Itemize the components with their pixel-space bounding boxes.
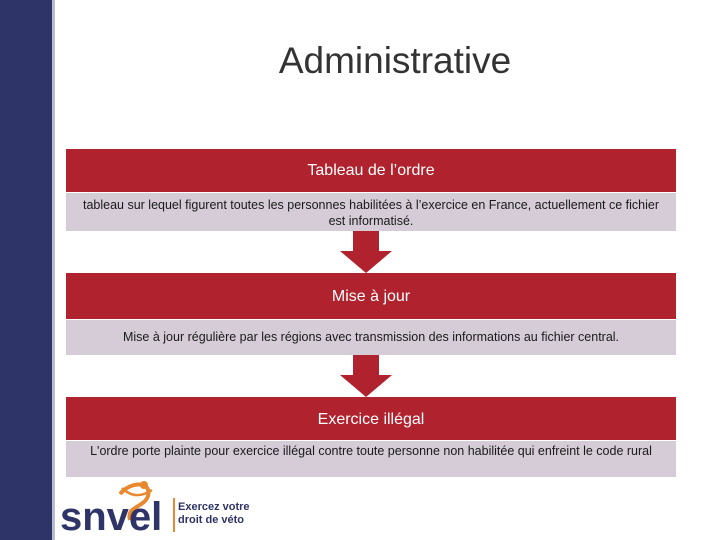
down-arrow-icon <box>340 355 392 397</box>
snvel-logo <box>60 476 260 538</box>
section-text: tableau sur lequel figurent toutes les personnes habilitées à l’exercice en France, actuellement ce fichier est informatisé. <box>66 193 676 231</box>
left-side-bar <box>0 0 55 540</box>
section-heading: Tableau de l’ordre <box>66 149 676 193</box>
section-exercice-illegal <box>66 397 676 477</box>
section-tableau-ordre <box>66 149 676 231</box>
logo-tagline-1: Exercez votre <box>178 501 250 513</box>
section-heading: Mise à jour <box>66 273 676 320</box>
logo-wordmark: snvel <box>60 495 163 538</box>
section-mise-a-jour <box>66 273 676 355</box>
section-text: L'ordre porte plainte pour exercice illégal contre toute personne non habilitée qui enfreint le code rural <box>66 441 676 477</box>
logo-tagline-2: droit de véto <box>178 514 245 526</box>
slide-title: Administrative <box>278 40 512 81</box>
snvel-logo-graphic <box>60 476 260 538</box>
section-text: Mise à jour régulière par les régions avec transmission des informations au fichier central. <box>66 320 676 355</box>
down-arrow-icon <box>340 231 392 273</box>
section-heading: Exercice illégal <box>66 397 676 441</box>
